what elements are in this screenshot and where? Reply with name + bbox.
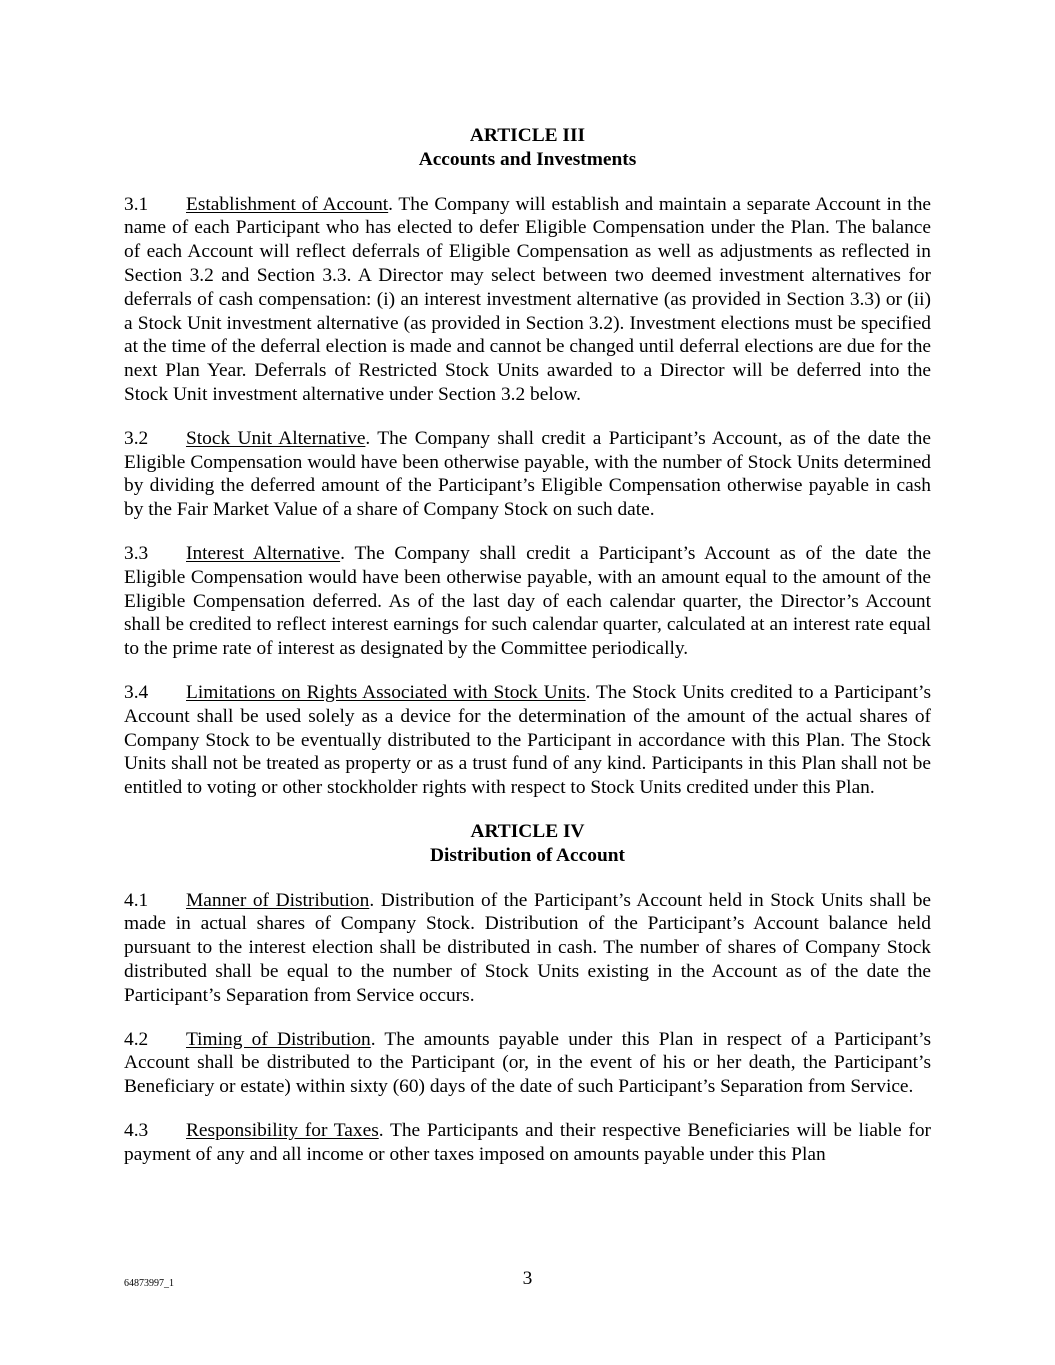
section-heading: Responsibility for Taxes xyxy=(186,1119,379,1141)
section-3-4 xyxy=(124,681,931,800)
section-3-2 xyxy=(124,427,931,522)
section-body: . Distribution of the Participant’s Account held in Stock Units shall be made in actual shares of Company Stock. Distribution of the Participant’s Account balance held pursuant to the interest election shall be distributed in cash. The number of shares of Company Stock distributed shall be equal to the number of Stock Units existing in the Account as of the date the Participant’s Separation from Service occurs. xyxy=(124,889,932,1006)
section-number: 4.3 xyxy=(124,1119,149,1141)
section-number: 3.4 xyxy=(124,681,149,703)
section-body: . The Company will establish and maintain a separate Account in the name of each Participant who has elected to defer Eligible Compensation under the Plan. The balance of each Account will reflect deferrals of Eligible Compensation as well as adjustments as reflected in Section 3.2 and Section 3.3. A Director may select between two deemed investment alternatives for deferrals of cash compensation: (i) an interest investment alternative (as provided in Section 3.3) or (ii) a Stock Unit investment alternative (as provided in Section 3.2). Investment elections must be specified at the time of the deferral election is made and cannot be changed until deferral elections are due for the next Plan Year. Deferrals of Restricted Stock Units awarded to a Director will be deferred into the Stock Unit investment alternative under Section 3.2 below. xyxy=(124,193,931,405)
section-heading: Timing of Distribution xyxy=(186,1028,371,1050)
section-heading: Limitations on Rights Associated with Stock Units xyxy=(186,681,586,703)
article-title: ARTICLE III xyxy=(469,125,586,146)
section-3-1 xyxy=(124,193,931,407)
section-number: 3.3 xyxy=(124,542,149,564)
section-number: 4.1 xyxy=(124,889,149,911)
section-4-1 xyxy=(124,889,931,1008)
document-id: 64873997_1 xyxy=(124,1278,174,1289)
section-heading: Interest Alternative xyxy=(186,542,341,564)
article-title: ARTICLE IV xyxy=(470,820,585,842)
section-number: 3.1 xyxy=(124,193,149,215)
section-body: . The Participants and their respective Beneficiaries will be liable for payment of any and all income or other taxes imposed on amounts payable under this Plan xyxy=(124,1119,931,1165)
page-number: 3 xyxy=(522,1268,533,1289)
section-number: 4.2 xyxy=(124,1028,149,1050)
section-4-3 xyxy=(124,1119,931,1167)
article-iv-header xyxy=(124,820,931,868)
section-heading: Manner of Distribution xyxy=(186,889,370,911)
document-page xyxy=(124,124,931,1166)
section-body: . The Company shall credit a Participant’s Account as of the date the Eligible Compensation would have been otherwise payable, with an amount equal to the amount of the Eligible Compensation deferred. As of the last day of each calendar quarter, the Director’s Account shall be credited to reflect interest earnings for such calendar quarter, calculated at an interest rate equal to the prime rate of interest as designated by the Committee periodically. xyxy=(124,542,931,660)
section-3-3 xyxy=(124,542,931,661)
section-heading: Stock Unit Alternative xyxy=(186,427,366,449)
section-heading: Establishment of Account xyxy=(186,193,389,215)
section-body: . The Company shall credit a Participant’s Account, as of the date the Eligible Compensation would have been otherwise payable, with the number of Stock Units determined by dividing the deferred amount of the Participant’s Eligible Compensation otherwise payable in cash by the Fair Market Value of a share of Company Stock on such date. xyxy=(124,427,931,521)
section-body: . The amounts payable under this Plan in respect of a Participant’s Account shall be distributed to the Participant (or, in the event of his or her death, the Participant’s Beneficiary or estate) within sixty (60) days of the date of such Participant’s Separation from Service. xyxy=(124,1028,932,1098)
section-number: 3.2 xyxy=(124,427,149,449)
article-subtitle: Distribution of Account xyxy=(430,844,625,866)
article-iii-header xyxy=(124,124,931,172)
article-subtitle: Accounts and Investments xyxy=(418,148,637,170)
section-4-2 xyxy=(124,1028,931,1099)
section-body: . The Stock Units credited to a Participant’s Account shall be used solely as a device for the determination of the amount of the actual shares of Company Stock to be eventually distributed to the Participant in accordance with this Plan. The Stock Units shall not be treated as property or as a trust fund of any kind. Participants in this Plan shall not be entitled to voting or other stockholder rights with respect to Stock Units credited under this Plan. xyxy=(124,681,931,799)
